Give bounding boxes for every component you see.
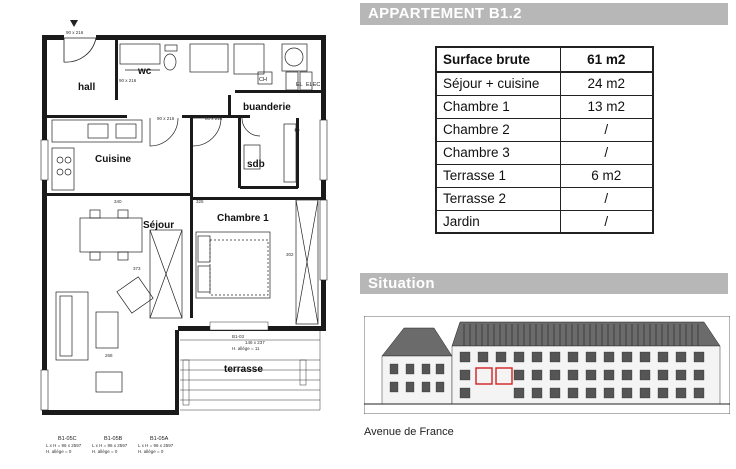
dim-entry: 90 x 216 [66, 30, 84, 35]
dim-bedroom-door: 80 x 216 [205, 116, 223, 121]
table-row [436, 72, 653, 95]
dim-window-size: 146 x 237 [245, 340, 265, 345]
fixture-ch: CH [259, 77, 267, 83]
window-legend-2 [92, 436, 128, 454]
entry-door [64, 38, 96, 62]
row-label: Surface brute [436, 47, 560, 72]
dim-268: 268 [105, 353, 113, 358]
row-label: Séjour + cuisine [436, 72, 560, 95]
svg-text:H. allège = 0: H. allège = 0 [92, 449, 118, 454]
surface-table [435, 46, 654, 234]
table-row [436, 187, 653, 210]
bedroom-door [193, 118, 221, 146]
row-label: Chambre 3 [436, 141, 560, 164]
bathroom-fixtures [242, 118, 299, 182]
row-value: 6 m2 [560, 164, 653, 187]
svg-text:L x H = 96 x 2597: L x H = 96 x 2597 [46, 443, 82, 448]
svg-text:B1-05C: B1-05C [58, 436, 77, 442]
dim-kitchen-door: 90 x 216 [157, 116, 175, 121]
street-label: Avenue de France [364, 426, 454, 438]
situation-title: Situation [360, 273, 728, 294]
room-terrasse: terrasse [224, 364, 263, 375]
row-label: Jardin [436, 210, 560, 233]
row-value: / [560, 187, 653, 210]
kitchen-door [150, 118, 178, 146]
svg-text:B1-05B: B1-05B [104, 436, 123, 442]
row-value: / [560, 141, 653, 164]
row-value: 13 m2 [560, 95, 653, 118]
room-sejour: Séjour [143, 220, 175, 231]
window-legend-3 [138, 436, 174, 454]
table-row [436, 164, 653, 187]
entry-marker-icon [70, 20, 78, 27]
living-furniture [56, 230, 182, 392]
row-value: 24 m2 [560, 72, 653, 95]
apartment-title: APPARTEMENT B1.2 [360, 3, 728, 25]
room-wc: wc [138, 66, 152, 77]
bed [196, 232, 270, 298]
fixture-el: EL [296, 82, 303, 88]
svg-text:L x H = 96 x 2597: L x H = 96 x 2597 [92, 443, 128, 448]
table-row [436, 95, 653, 118]
room-chambre1: Chambre 1 [217, 213, 269, 224]
svg-text:B1-05A: B1-05A [150, 436, 169, 442]
dim-window-terrace: B1-03 [232, 334, 245, 339]
table-row [436, 141, 653, 164]
row-label: Chambre 2 [436, 118, 560, 141]
wardrobe [296, 200, 318, 324]
svg-text:L x H = 96 x 2597: L x H = 96 x 2597 [138, 443, 174, 448]
row-value: / [560, 118, 653, 141]
dim-340: 340 [114, 199, 122, 204]
window-legend-1 [46, 436, 82, 454]
row-value: 61 m2 [560, 47, 653, 72]
row-label: Terrasse 1 [436, 164, 560, 187]
svg-text:H. allège = 0: H. allège = 0 [46, 449, 72, 454]
dim-373: 373 [133, 266, 141, 271]
svg-text:H. allège = 0: H. allège = 0 [138, 449, 164, 454]
room-cuisine: Cuisine [95, 154, 132, 165]
dim-window-allege: H. allège = 11 [232, 346, 260, 351]
table-row [436, 118, 653, 141]
dim-302: 302 [286, 252, 294, 257]
room-hall: hall [78, 82, 96, 93]
dim-wc: 90 x 216 [119, 78, 137, 83]
row-value: / [560, 210, 653, 233]
room-buanderie: buanderie [243, 102, 291, 113]
row-label: Terrasse 2 [436, 187, 560, 210]
dim-325: 325 [196, 199, 204, 204]
row-label: Chambre 1 [436, 95, 560, 118]
table-row [436, 47, 653, 72]
dining-table [80, 210, 142, 260]
room-sdb: sdb [247, 159, 265, 170]
building-elevation [364, 316, 730, 414]
floor-plan [0, 0, 340, 469]
fixture-elec: ELEC [306, 82, 321, 88]
table-row [436, 210, 653, 233]
